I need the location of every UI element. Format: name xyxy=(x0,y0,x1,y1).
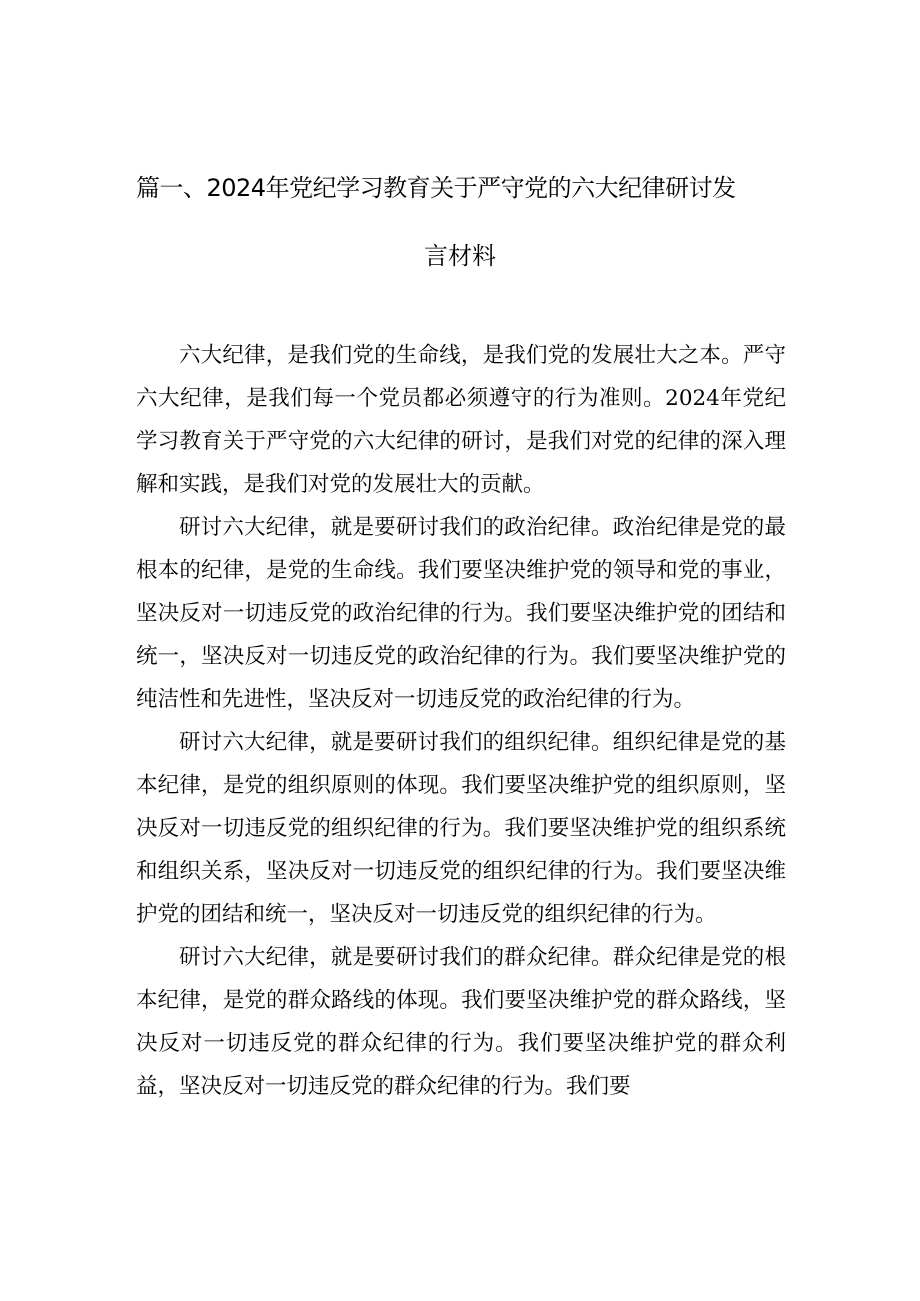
document-title-line-2: 言材料 xyxy=(424,242,496,270)
document-body xyxy=(136,334,786,1108)
paragraph-3: 研讨六大纪律，就是要研讨我们的组织纪律。组织纪律是党的基本纪律，是党的组织原则的体现。我们要坚决维护党的组织原则，坚决反对一切违反党的组织纪律的行为。我们要坚决维护党的组织系统和组织关系，坚决反对一切违反党的组织纪律的行为。我们要坚决维护党的团结和统一，坚决反对一切违反党的组织纪律的行为。 xyxy=(136,730,786,927)
paragraph-1: 六大纪律，是我们党的生命线，是我们党的发展壮大之本。严守六大纪律，是我们每一个党员都必须遵守的行为准则。2024年党纪学习教育关于严守党的六大纪律的研讨，是我们对党的纪律的深入理解和实践，是我们对党的发展壮大的贡献。 xyxy=(136,343,786,497)
document-title-line-1: 篇一、2024年党纪学习教育关于严守党的六大纪律研讨发 xyxy=(136,174,736,202)
paragraph-2: 研讨六大纪律，就是要研讨我们的政治纪律。政治纪律是党的最根本的纪律，是党的生命线。我们要坚决维护党的领导和党的事业，坚决反对一切违反党的政治纪律的行为。我们要坚决维护党的团结和统一，坚决反对一切违反党的政治纪律的行为。我们要坚决维护党的纯洁性和先进性，坚决反对一切违反党的政治纪律的行为。 xyxy=(136,515,786,712)
paragraph-4: 研讨六大纪律，就是要研讨我们的群众纪律。群众纪律是党的根本纪律，是党的群众路线的体现。我们要坚决维护党的群众路线，坚决反对一切违反党的群众纪律的行为。我们要坚决维护党的群众利益，坚决反对一切违反党的群众纪律的行为。我们要 xyxy=(136,945,786,1099)
